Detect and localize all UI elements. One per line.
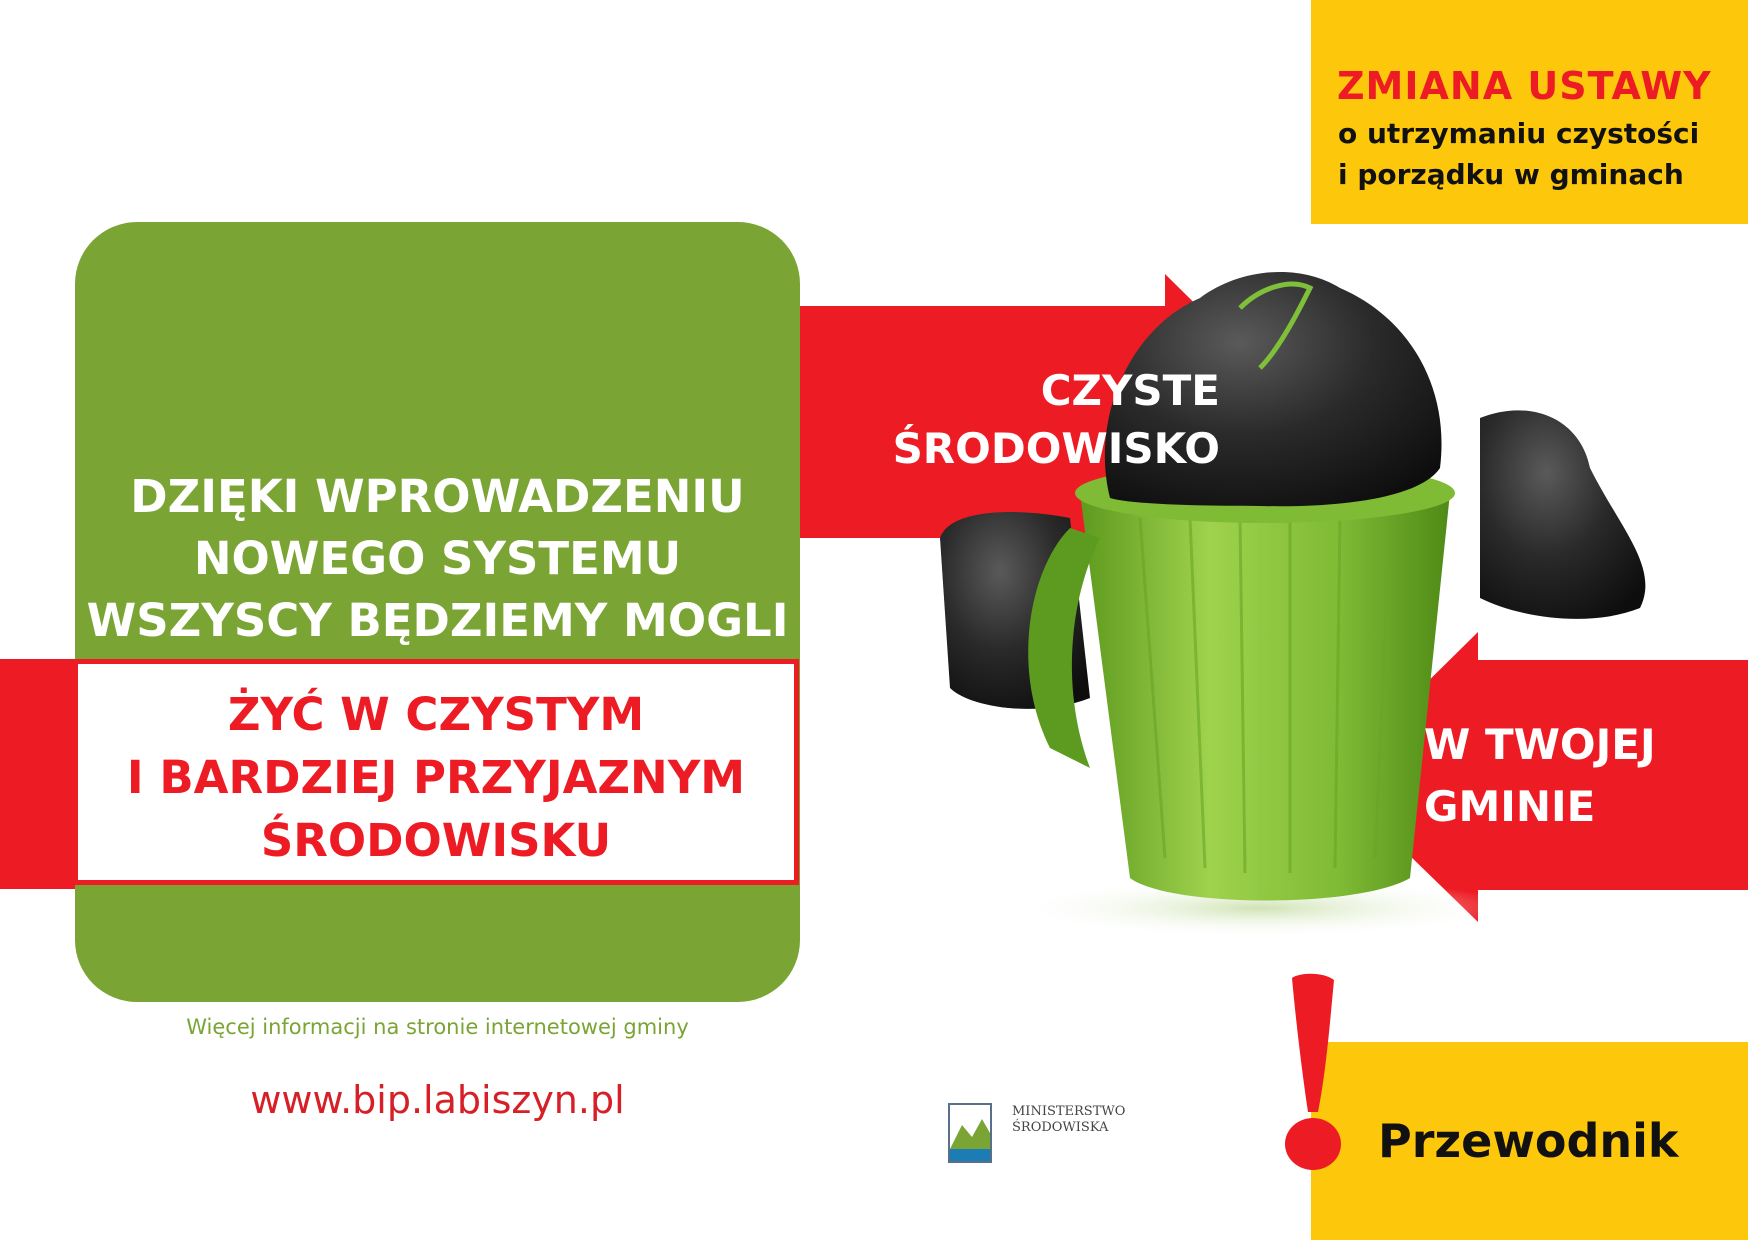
arrow-top-line-1: CZYSTE bbox=[1040, 366, 1220, 415]
header-title: ZMIANA USTAWY bbox=[1337, 64, 1712, 108]
arrow-bottom-line-1: W TWOJEJ bbox=[1424, 720, 1656, 769]
website-link[interactable]: www.bip.labiszyn.pl bbox=[250, 1078, 625, 1122]
panel-line-2: NOWEGO SYSTEMU bbox=[193, 532, 682, 585]
highlight-line-1: ŻYĆ W CZYSTYM bbox=[227, 688, 645, 741]
ministry-name-line1: MINISTERSTWO bbox=[1012, 1104, 1126, 1119]
highlight-line-3: ŚRODOWISKU bbox=[260, 814, 612, 867]
highlight-line-2: I BARDZIEJ PRZYJAZNYM bbox=[126, 751, 746, 804]
header-subtitle-line1: o utrzymaniu czystości bbox=[1338, 117, 1700, 150]
arrow-bottom-line-2: GMINIE bbox=[1424, 782, 1596, 831]
more-info-text: Więcej informacji na stronie internetowej gminy bbox=[186, 1015, 689, 1039]
exclamation-icon bbox=[1272, 972, 1372, 1172]
red-band-left bbox=[0, 659, 80, 889]
header-subtitle-line2: i porządku w gminach bbox=[1338, 158, 1684, 191]
panel-line-1: DZIĘKI WPROWADZENIU bbox=[130, 470, 745, 523]
guide-label: Przewodnik bbox=[1378, 1114, 1679, 1168]
ministry-name-line2: ŚRODOWISKA bbox=[1012, 1120, 1109, 1135]
arrow-top-line-2: ŚRODOWISKO bbox=[892, 424, 1220, 473]
panel-line-3: WSZYSCY BĘDZIEMY MOGLI bbox=[86, 594, 789, 647]
ministry-logo-icon bbox=[948, 1103, 992, 1163]
